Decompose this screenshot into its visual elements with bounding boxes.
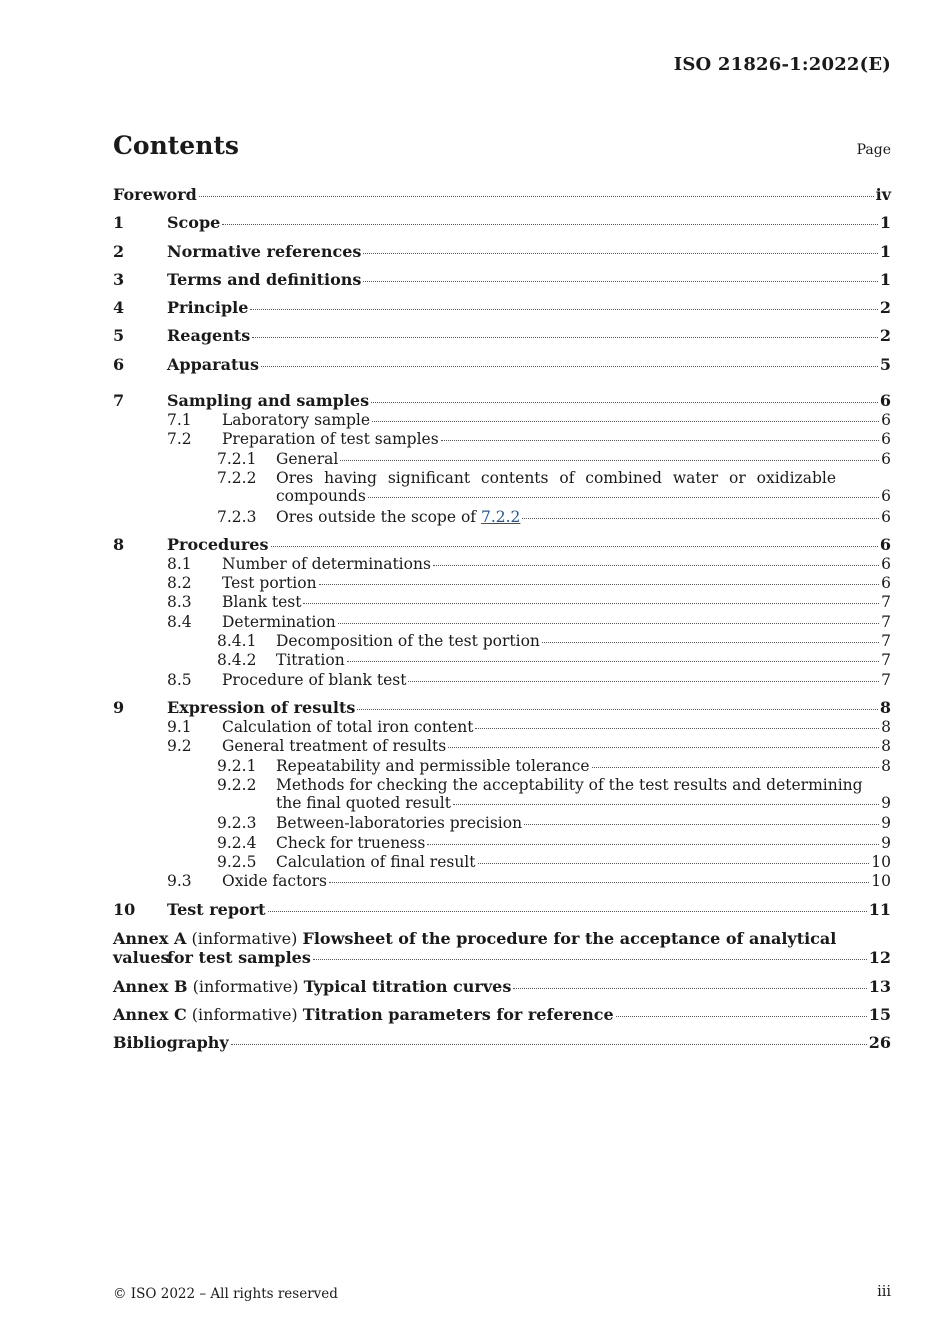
toc-page: 13 <box>868 976 891 996</box>
toc-entry-9-2-1[interactable] <box>113 757 891 776</box>
toc-entry-7-2[interactable] <box>113 430 891 449</box>
toc-page: 6 <box>881 507 891 526</box>
toc-title: Bibliography <box>113 1033 229 1053</box>
toc-page: 7 <box>881 651 891 670</box>
toc-page: 12 <box>868 947 891 967</box>
toc-page: 6 <box>881 486 891 505</box>
toc-entry-9-2-5[interactable] <box>113 853 891 872</box>
dot-leader <box>441 440 879 441</box>
toc-number: 8 <box>113 534 125 554</box>
toc-page: 6 <box>879 534 891 554</box>
toc-page: 1 <box>879 269 891 289</box>
toc-title: Test portion <box>222 574 317 593</box>
toc-number: 9.2 <box>167 737 192 756</box>
toc-title: Procedure of blank test <box>222 670 407 689</box>
toc-title: Calculation of total iron content <box>222 717 474 736</box>
page-column-label: Page <box>856 142 891 158</box>
toc-page: 8 <box>881 756 891 775</box>
toc-number: 8.5 <box>167 670 192 689</box>
toc-page: 8 <box>881 717 891 736</box>
toc-entry-8-2[interactable] <box>113 574 891 593</box>
toc-title-line2: compounds <box>276 486 366 505</box>
toc-entry-9-2-2[interactable] <box>113 776 891 815</box>
toc-title: Preparation of test samples <box>222 430 439 449</box>
toc-entry-9-3[interactable] <box>113 872 891 891</box>
toc-title: Laboratory sample <box>222 411 371 430</box>
dot-leader <box>319 584 880 585</box>
toc-entry-7[interactable] <box>113 391 891 411</box>
toc-entry-8-4-1[interactable] <box>113 632 891 651</box>
dot-leader <box>372 421 879 422</box>
toc-number: 8.4 <box>167 612 192 631</box>
toc-title: Decomposition of the test portion <box>276 632 540 651</box>
dot-leader <box>453 804 879 805</box>
toc-page: 26 <box>868 1033 891 1053</box>
toc-title: Check for trueness <box>276 833 426 852</box>
toc-page: 6 <box>879 391 891 411</box>
dot-leader <box>231 1044 867 1045</box>
toc-entry-7-1[interactable] <box>113 411 891 430</box>
toc-entry-9-2-3[interactable] <box>113 814 891 833</box>
dot-leader <box>250 309 877 310</box>
toc-title-line1: Methods for checking the acceptability of the test results and determining <box>276 775 863 794</box>
toc-entry-5[interactable] <box>113 326 891 354</box>
toc-title: Blank test <box>222 593 302 612</box>
toc-number: 9.2.3 <box>217 814 257 833</box>
toc-number: 2 <box>113 241 125 261</box>
toc-title: Ores outside the scope of 7.2.2 <box>276 507 521 526</box>
toc-page: 10 <box>871 872 891 891</box>
toc-number: 4 <box>113 298 125 318</box>
toc-entry-1[interactable] <box>113 213 891 241</box>
toc-entry-8-4[interactable] <box>113 613 891 632</box>
dot-leader <box>338 623 879 624</box>
annex-label: Annex A <box>113 928 187 948</box>
toc-number: 9.2.4 <box>217 833 257 852</box>
toc-page: 7 <box>881 670 891 689</box>
toc-page: 2 <box>879 298 891 318</box>
toc-entry-annex-a[interactable] <box>113 929 891 968</box>
toc-entry-9-2[interactable] <box>113 737 891 756</box>
dot-leader <box>313 959 867 960</box>
dot-leader <box>475 728 879 729</box>
toc-title-line2: the final quoted result <box>276 793 451 812</box>
table-of-contents <box>113 185 891 1062</box>
dot-leader <box>252 337 878 338</box>
dot-leader <box>303 603 879 604</box>
toc-title: Normative references <box>167 241 362 261</box>
toc-number: 7.2.3 <box>217 507 257 526</box>
toc-title: Determination <box>222 612 336 631</box>
toc-number: 8.3 <box>167 593 192 612</box>
copyright-notice: © ISO 2022 – All rights reserved <box>113 1286 338 1302</box>
toc-title: Between-laboratories precision <box>276 814 523 833</box>
toc-page: 8 <box>879 697 891 717</box>
toc-entry-7-2-1[interactable] <box>113 450 891 469</box>
toc-entry-annex-c[interactable] <box>113 1005 891 1033</box>
dot-leader <box>329 882 869 883</box>
toc-number: 9.2.2 <box>217 775 257 794</box>
toc-number: 8.1 <box>167 554 192 573</box>
toc-page: 9 <box>881 793 891 812</box>
toc-number: 9.3 <box>167 872 192 891</box>
toc-title: Annex B (informative) Typical titration curves <box>113 976 512 996</box>
toc-page: 6 <box>881 574 891 593</box>
dot-leader <box>542 642 879 643</box>
toc-page: 6 <box>881 554 891 573</box>
toc-entry-8-4-2[interactable] <box>113 651 891 670</box>
toc-page: 1 <box>879 241 891 261</box>
toc-page: 8 <box>881 737 891 756</box>
toc-page: 6 <box>881 411 891 430</box>
toc-entry-8-5[interactable] <box>113 671 891 690</box>
dot-leader <box>371 402 878 403</box>
toc-number: 1 <box>113 213 125 233</box>
toc-number: 7 <box>113 391 125 411</box>
toc-title-line1: Ores having significant contents of combined water or oxidizable <box>276 468 836 487</box>
toc-number: 10 <box>113 899 136 919</box>
dot-leader <box>222 224 878 225</box>
dot-leader <box>522 518 879 519</box>
toc-entry-7-2-3[interactable] <box>113 508 891 527</box>
toc-page: 6 <box>881 430 891 449</box>
dot-leader <box>261 366 878 367</box>
toc-title: Oxide factors <box>222 872 328 891</box>
toc-entry-9-2-4[interactable] <box>113 834 891 853</box>
toc-title: Procedures <box>167 534 269 554</box>
toc-number: 7.2.1 <box>217 449 257 468</box>
toc-title: Scope <box>167 213 221 233</box>
dot-leader <box>478 863 870 864</box>
toc-page: iv <box>875 185 891 204</box>
toc-page: 7 <box>881 612 891 631</box>
toc-title: General treatment of results <box>222 737 447 756</box>
dot-leader <box>347 661 879 662</box>
toc-title: Annex C (informative) Titration parameters for reference <box>113 1004 614 1024</box>
dot-leader <box>268 911 867 912</box>
dot-leader <box>357 709 878 710</box>
toc-title: Foreword <box>113 185 197 204</box>
toc-title: Number of determinations <box>222 554 431 573</box>
dot-leader <box>271 546 878 547</box>
toc-title: Test report <box>167 899 266 919</box>
toc-number: 3 <box>113 269 125 289</box>
toc-page: 15 <box>868 1004 891 1024</box>
toc-title: Calculation of final result <box>276 853 476 872</box>
toc-number: 7.2 <box>167 430 192 449</box>
toc-page: 10 <box>871 853 891 872</box>
toc-entry-foreword[interactable] <box>113 185 891 213</box>
toc-page: 11 <box>868 899 891 919</box>
toc-page: 9 <box>881 814 891 833</box>
dot-leader <box>408 681 879 682</box>
dot-leader <box>368 497 879 498</box>
toc-number: 9.1 <box>167 717 192 736</box>
toc-number: 9.2.1 <box>217 756 257 775</box>
toc-number: 5 <box>113 326 125 346</box>
toc-entry-9[interactable] <box>113 698 891 718</box>
toc-entry-2[interactable] <box>113 242 891 270</box>
toc-page: 1 <box>879 213 891 233</box>
dot-leader <box>448 747 879 748</box>
toc-title: General <box>276 449 339 468</box>
annex-title-line1: Flowsheet of the procedure for the acceptance of analytical values <box>113 928 837 967</box>
toc-page: 7 <box>881 632 891 651</box>
toc-entry-6[interactable] <box>113 355 891 383</box>
cross-reference-link[interactable]: 7.2.2 <box>480 507 521 526</box>
toc-page: 2 <box>879 326 891 346</box>
dot-leader <box>616 1016 867 1017</box>
toc-number: 7.1 <box>167 411 192 430</box>
toc-title: Sampling and samples <box>167 391 370 411</box>
toc-number: 9.2.5 <box>217 853 257 872</box>
toc-entry-bibliography[interactable] <box>113 1033 891 1061</box>
toc-entry-8-1[interactable] <box>113 555 891 574</box>
toc-entry-10[interactable] <box>113 900 891 920</box>
annex-title-line2: for test samples <box>167 947 311 967</box>
annex-informative: (informative) <box>191 928 298 948</box>
toc-page: 7 <box>881 593 891 612</box>
document-id: ISO 21826-1:2022(E) <box>673 54 891 75</box>
dot-leader <box>433 565 879 566</box>
toc-entry-annex-b[interactable] <box>113 977 891 1005</box>
dot-leader <box>363 253 877 254</box>
dot-leader <box>592 767 880 768</box>
toc-title: Principle <box>167 298 249 318</box>
toc-entry-8[interactable] <box>113 535 891 555</box>
toc-number: 7.2.2 <box>217 468 257 487</box>
toc-title: Terms and definitions <box>167 269 362 289</box>
toc-number: 8.4.2 <box>217 651 257 670</box>
toc-number: 8.4.1 <box>217 632 257 651</box>
toc-title: Reagents <box>167 326 251 346</box>
toc-page: 5 <box>879 354 891 374</box>
toc-title: Repeatability and permissible tolerance <box>276 756 590 775</box>
dot-leader <box>513 988 866 989</box>
toc-title: Apparatus <box>167 354 259 374</box>
dot-leader <box>340 460 879 461</box>
page-number: iii <box>877 1284 891 1300</box>
contents-title: Contents <box>113 131 240 160</box>
toc-entry-3[interactable] <box>113 270 891 298</box>
toc-title: Titration <box>276 651 345 670</box>
toc-page: 6 <box>881 449 891 468</box>
toc-number: 8.2 <box>167 574 192 593</box>
dot-leader <box>363 281 877 282</box>
dot-leader <box>524 824 879 825</box>
toc-entry-4[interactable] <box>113 298 891 326</box>
toc-entry-7-2-2[interactable] <box>113 469 891 508</box>
dot-leader <box>427 844 879 845</box>
toc-number: 9 <box>113 697 125 717</box>
toc-number: 6 <box>113 354 125 374</box>
toc-page: 9 <box>881 833 891 852</box>
toc-entry-9-1[interactable] <box>113 718 891 737</box>
dot-leader <box>199 196 874 197</box>
toc-entry-8-3[interactable] <box>113 593 891 612</box>
toc-title: Expression of results <box>167 697 356 717</box>
